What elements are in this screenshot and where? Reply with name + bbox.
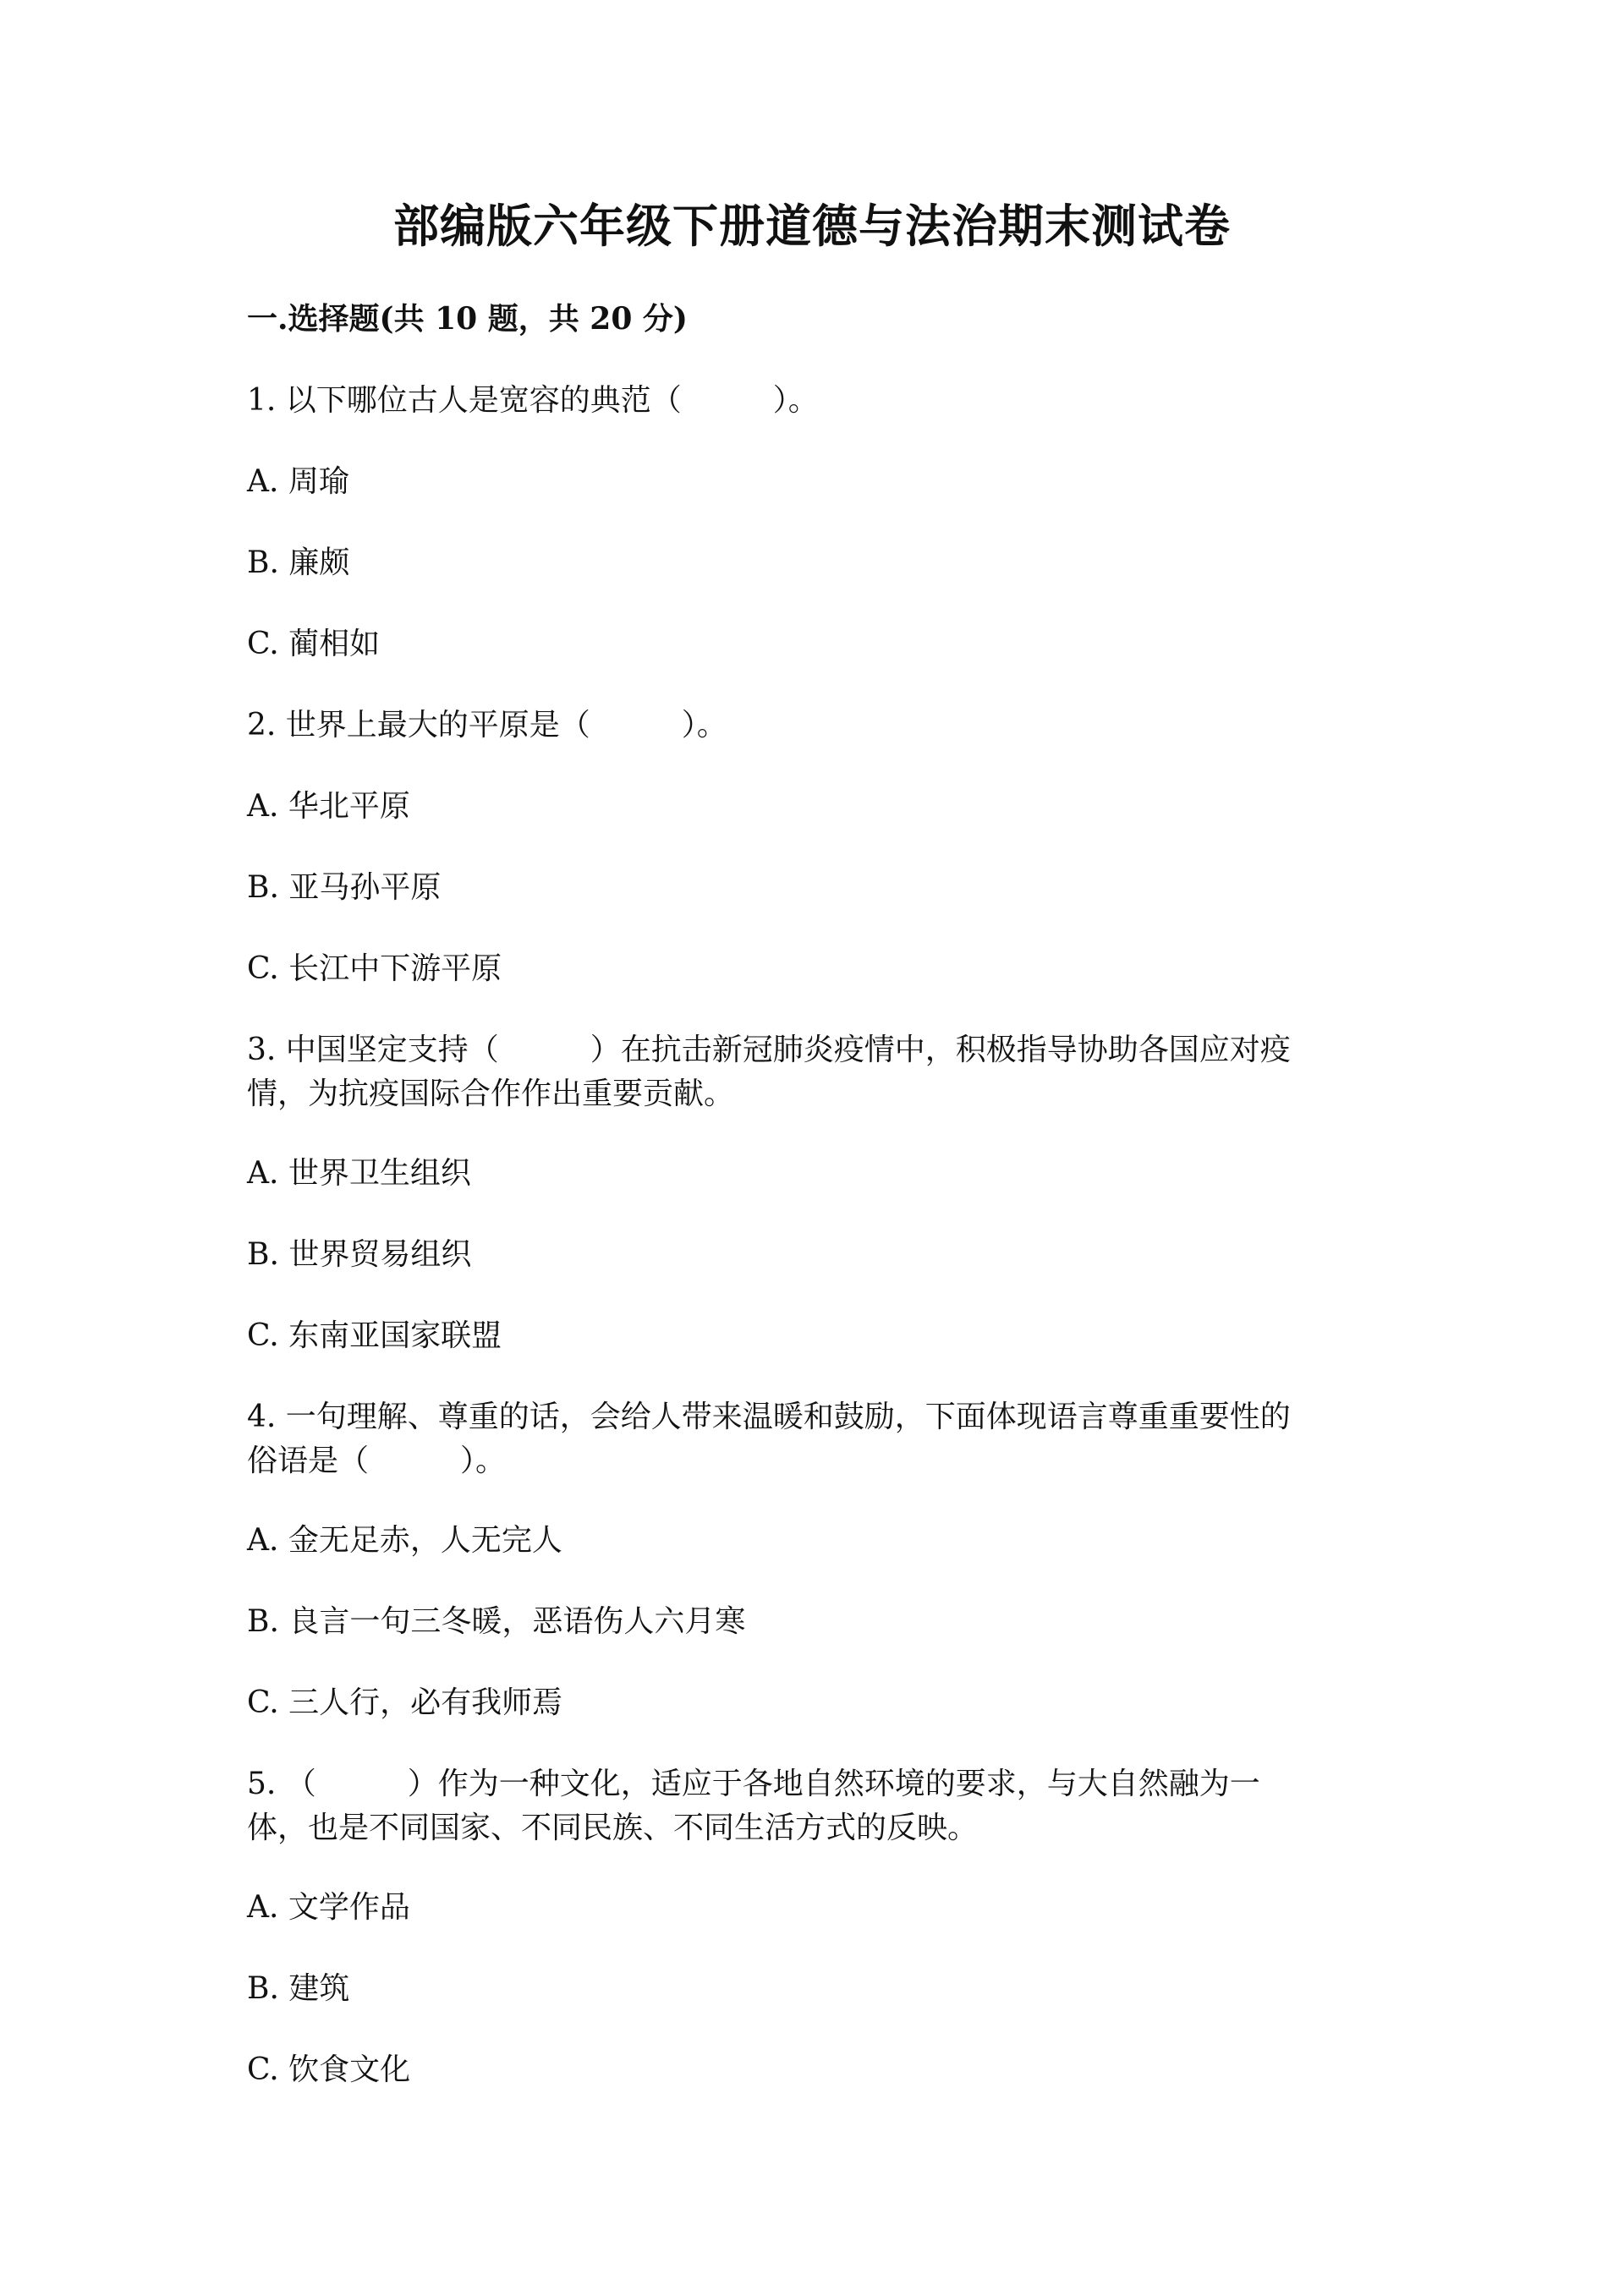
option-a: A. 周瑜 bbox=[247, 464, 349, 499]
question-1 bbox=[247, 379, 1377, 423]
option-c: C. 三人行，必有我师焉 bbox=[247, 1685, 563, 1720]
question-5 bbox=[247, 1762, 1377, 1850]
option-b: B. 亚马孙平原 bbox=[247, 870, 442, 905]
question-text: 1. 以下哪位古人是宽容的典范（ ）。 bbox=[247, 383, 819, 418]
question-text-line-1: 5. （ ）作为一种文化，适应于各地自然环境的要求，与大自然融为一 bbox=[247, 1767, 1260, 1801]
question-text-line-1: 4. 一句理解、尊重的话，会给人带来温暖和鼓励，下面体现语言尊重重要性的 bbox=[247, 1400, 1291, 1434]
option-a: A. 世界卫生组织 bbox=[247, 1156, 471, 1191]
question-2 bbox=[247, 704, 1377, 748]
question-text-line-2: 俗语是（ ）。 bbox=[247, 1444, 507, 1478]
option-a: A. 华北平原 bbox=[247, 789, 410, 824]
question-text-line-2: 体，也是不同国家、不同民族、不同生活方式的反映。 bbox=[247, 1811, 979, 1845]
section-heading: 一.选择题(共 10 题，共 20 分) bbox=[247, 301, 688, 337]
option-c: C. 长江中下游平原 bbox=[247, 951, 502, 986]
option-a: A. 金无足赤，人无完人 bbox=[247, 1523, 562, 1558]
option-c: C. 蔺相如 bbox=[247, 627, 381, 661]
option-b: B. 良言一句三冬暖，恶语伤人六月寒 bbox=[247, 1604, 746, 1639]
question-4 bbox=[247, 1395, 1377, 1483]
option-c: C. 饮食文化 bbox=[247, 2052, 411, 2087]
question-text-line-2: 情，为抗疫国际合作作出重要贡献。 bbox=[247, 1077, 735, 1111]
option-c: C. 东南亚国家联盟 bbox=[247, 1318, 502, 1353]
question-text: 2. 世界上最大的平原是（ ）。 bbox=[247, 708, 727, 743]
option-b: B. 廉颇 bbox=[247, 545, 350, 580]
option-b: B. 建筑 bbox=[247, 1971, 350, 2006]
question-3 bbox=[247, 1028, 1377, 1116]
question-text-line-1: 3. 中国坚定支持（ ）在抗击新冠肺炎疫情中，积极指导协助各国应对疫 bbox=[247, 1033, 1291, 1067]
option-a: A. 文学作品 bbox=[247, 1890, 410, 1925]
option-b: B. 世界贸易组织 bbox=[247, 1237, 472, 1272]
page-title: 部编版六年级下册道德与法治期末测试卷 bbox=[393, 199, 1231, 253]
